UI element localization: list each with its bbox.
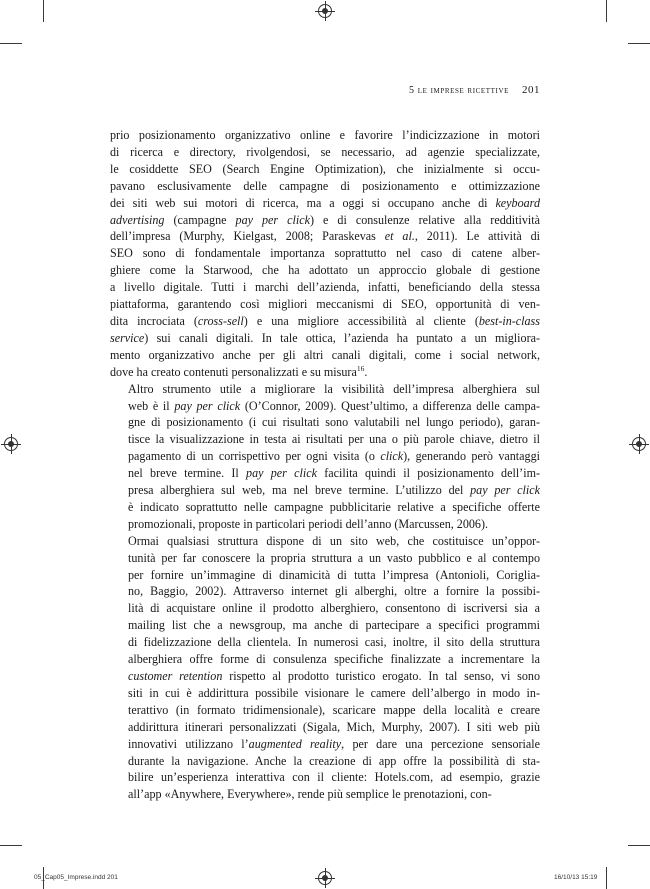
text-line	[110, 482, 540, 499]
text-line	[110, 617, 540, 634]
text-run: tunità per far conoscere la propria struttura a un vasto pubblico e al contempo	[128, 550, 540, 565]
text-line	[110, 769, 540, 786]
text-line	[110, 448, 540, 465]
registration-mark-bottom-icon	[318, 871, 332, 885]
text-line	[110, 516, 540, 533]
text-line	[110, 685, 540, 702]
text-line	[110, 550, 540, 567]
italic-term: et al.	[384, 229, 415, 244]
text-run: presa alberghiera sul web, ma nel breve termine. L’utilizzo del	[128, 483, 471, 498]
crop-mark-bottom-right	[606, 867, 607, 889]
text-run: prio posizionamento organizzativo online e favorire l’indicizzazione in motori	[110, 128, 540, 142]
text-line	[110, 499, 540, 516]
text-run: terattivo (in formato tridimensionale), scaricare mappe della località e creare	[128, 702, 540, 717]
text-line	[110, 736, 540, 753]
italic-term: pay per click	[174, 398, 241, 413]
text-run: ) e di consulenze relative alla redditività	[309, 212, 541, 227]
text-run: (O’Connor, 2009). Quest’ultimo, a differenza delle campa-	[240, 398, 540, 413]
text-run: dei siti web sui motori di ricerca, ma a oggi si occupano anche di	[110, 195, 496, 210]
text-line	[110, 600, 540, 617]
italic-term: service	[110, 330, 145, 345]
text-run: ) sui canali digitali. In tale ottica, l’azienda ha puntato a un migliora-	[144, 330, 540, 345]
text-line	[110, 212, 540, 229]
crop-mark-left-bottom	[0, 845, 22, 846]
text-line	[110, 702, 540, 719]
italic-term: pay per click	[235, 212, 310, 227]
page-number: 201	[522, 84, 540, 96]
text-run: mailing list che a newsgroup, ma anche di partecipare a specifici programmi	[128, 618, 540, 633]
text-run: per fornire un’immagine di dinamicità di tutta l’impresa (Antonioli, Coriglia-	[128, 567, 540, 582]
crop-mark-right-top	[628, 43, 650, 44]
text-run: pagamento di un corrispettivo per ogni visita (o	[128, 449, 381, 464]
text-run: ), generando però vantaggi	[403, 449, 540, 464]
slug-file-info: 05_Cap05_Imprese.indd 201	[34, 874, 118, 881]
registration-mark-left-icon	[4, 437, 18, 451]
text-line	[110, 144, 540, 161]
text-run: web è il	[128, 398, 175, 413]
text-line	[110, 127, 540, 144]
text-run: , 2011). Le attività di	[414, 229, 540, 244]
body-text	[110, 127, 540, 803]
text-run: di fidelizzazione della clientela. In numerosi casi, inoltre, il sito della struttura	[128, 635, 540, 650]
text-run: lità di acquistare online il prodotto alberghiero, consentono di iscriversi sia a	[128, 601, 540, 616]
text-line	[110, 753, 540, 770]
registration-mark-top-icon	[318, 4, 332, 18]
text-run: dove ha creato contenuti personalizzati e su misura	[110, 364, 357, 379]
text-run: alberghiera offre forme di consulenza specifiche finalizzate a incrementare la	[128, 652, 540, 667]
italic-term: customer retention	[128, 669, 223, 683]
text-line	[110, 533, 540, 550]
text-run: ghiere come la Starwood, che ha adottato un approccio globale di gestione	[110, 263, 540, 278]
text-line	[110, 719, 540, 736]
text-run: mento organizzativo anche per gli altri canali digitali, come i social network,	[110, 347, 540, 362]
text-run: bilire un’esperienza interattiva con il cliente: Hotels.com, ad esempio, grazie	[128, 770, 540, 785]
text-line	[110, 279, 540, 296]
text-run: Ormai qualsiasi struttura dispone di un sito web, che costituisce un’oppor-	[128, 533, 540, 548]
text-run: no, Baggio, 2002). Attraverso internet gli alberghi, oltre a fornire la possibi-	[128, 584, 540, 599]
italic-term: keyboard	[495, 195, 540, 210]
text-run: siti in cui è addirittura possibile visionare le camere dell’albergo in modo in-	[128, 685, 540, 700]
text-run: innovativi utilizzano l’	[128, 736, 249, 751]
crop-mark-left-top	[0, 43, 22, 44]
footnote-ref: 16	[356, 363, 365, 373]
text-run: ) e una migliore accessibilità al cliente (	[243, 313, 479, 328]
text-line	[110, 583, 540, 600]
text-line	[110, 364, 540, 381]
paragraph	[110, 127, 540, 381]
text-line	[110, 381, 540, 398]
text-run: all’app «Anywhere, Everywhere», rende più semplice le prenotazioni, con-	[128, 787, 492, 802]
text-line	[110, 651, 540, 668]
text-line	[110, 228, 540, 245]
running-head	[110, 84, 540, 96]
text-run: dell’impresa (Murphy, Kielgast, 2008; Paraskevas	[110, 229, 385, 244]
text-run: facilita quindi il posizionamento dell’im-	[316, 466, 541, 481]
text-run: le cosiddette SEO (Search Engine Optimization), che inizialmente si occu-	[110, 161, 540, 176]
text-line	[110, 786, 540, 803]
paragraph	[110, 381, 540, 533]
text-line	[110, 161, 540, 178]
crop-mark-top-right	[606, 0, 607, 22]
text-line	[110, 414, 540, 431]
text-run: , per dare una percezione sensoriale	[341, 736, 540, 751]
italic-term: cross-sell	[197, 313, 244, 328]
text-line	[110, 431, 540, 448]
paragraph	[110, 533, 540, 804]
text-line	[110, 398, 540, 415]
text-run: è indicato soprattutto nelle campagne pubblicitarie relative a specifiche offerte	[128, 499, 540, 514]
text-line	[110, 313, 540, 330]
text-run: di ricerca e directory, rivolgendosi, se necessario, ad agenzie specializzate,	[110, 144, 540, 159]
text-line	[110, 668, 540, 685]
slug-datetime: 16/10/13 15:19	[554, 874, 598, 881]
text-run: gne di posizionamento (i cui risultati sono valutabili nel lungo periodo), garan-	[128, 415, 540, 430]
text-line	[110, 245, 540, 262]
text-line	[110, 178, 540, 195]
text-run: rispetto al prodotto turistico erogato. In tal senso, vi sono	[222, 669, 540, 683]
text-run: piattaforma, garantendo così migliori meccanismi di SEO, opportunità di ven-	[110, 297, 540, 312]
italic-term: augmented reality	[248, 736, 342, 751]
text-run: a livello digitale. Tutti i marchi dell’azienda, infatti, beneficiando della stessa	[110, 280, 540, 295]
text-run: promozionali, proposte in particolari periodi dell’anno (Marcussen, 2006).	[128, 516, 489, 531]
text-line	[110, 296, 540, 313]
text-run: (campagne	[164, 212, 236, 227]
text-line	[110, 634, 540, 651]
italic-term: pay per click	[246, 466, 317, 481]
text-run: dita incrociata (	[110, 313, 198, 328]
text-run: nel breve termine. Il	[128, 466, 247, 481]
text-line	[110, 262, 540, 279]
running-head-section: 5 le imprese ricettive	[409, 85, 509, 96]
italic-term: best-in-class	[478, 313, 540, 328]
italic-term: click	[380, 449, 404, 464]
text-run: SEO sono di fondamentale importanza soprattutto nel caso di catene alber-	[110, 246, 540, 261]
text-run: addirittura itinerari personalizzati (Sigala, Mich, Murphy, 2007). I siti web più	[128, 719, 540, 734]
text-line	[110, 195, 540, 212]
text-run: .	[364, 364, 368, 379]
text-run: durante la navigazione. Anche la creazione di app offre la possibilità di sta-	[128, 753, 540, 768]
text-run: tisce la visualizzazione in testa ai risultati per una o più parole chiave, dietro il	[128, 432, 540, 447]
text-run: pavano esclusivamente delle campagne di posizionamento e ottimizzazione	[110, 178, 540, 193]
text-run: Altro strumento utile a migliorare la visibilità dell’impresa alberghiera sul	[128, 381, 540, 396]
text-line	[110, 567, 540, 584]
crop-mark-right-bottom	[628, 845, 650, 846]
registration-mark-right-icon	[632, 437, 646, 451]
italic-term: pay per click	[470, 483, 540, 498]
text-line	[110, 330, 540, 347]
crop-mark-top-left	[43, 0, 44, 22]
text-line	[110, 465, 540, 482]
text-line	[110, 347, 540, 364]
italic-term: advertising	[110, 212, 165, 227]
